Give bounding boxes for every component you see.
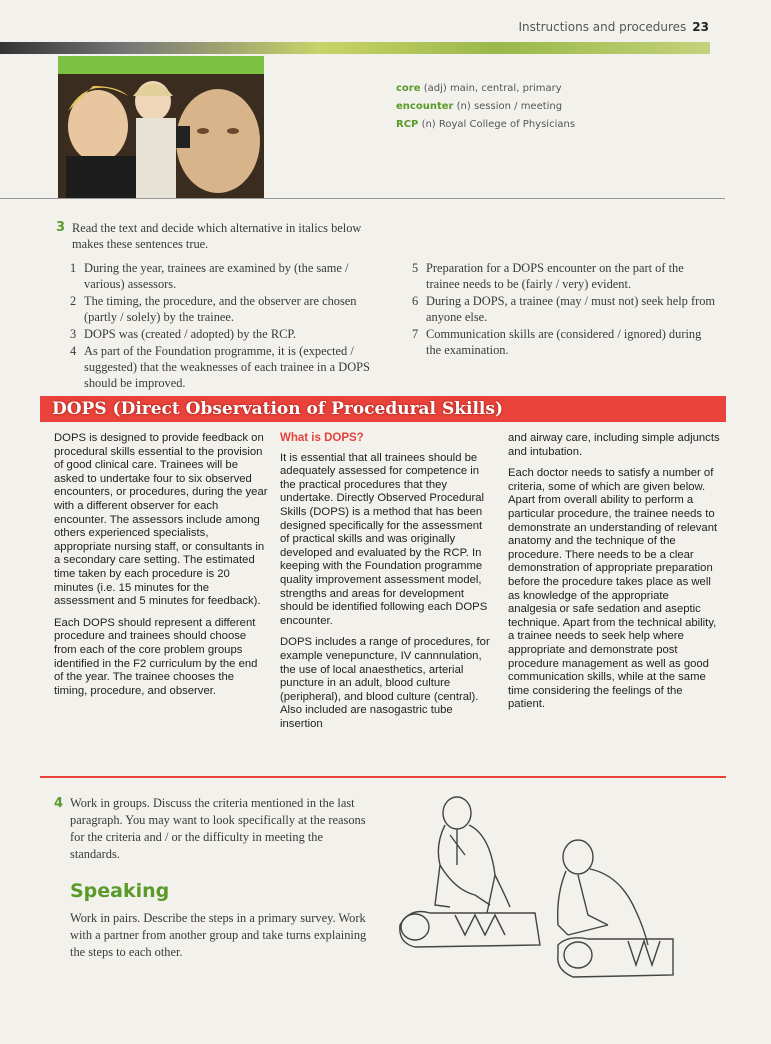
item-number: 7 bbox=[412, 327, 419, 341]
list-item bbox=[56, 326, 378, 342]
exercise-4 bbox=[54, 795, 374, 863]
list-item bbox=[398, 260, 716, 292]
item-number: 3 bbox=[70, 327, 77, 341]
item-number: 6 bbox=[412, 294, 419, 308]
item-text: Communication skills are (considered / ignored) during the examination. bbox=[426, 327, 702, 357]
dops-column-2 bbox=[280, 432, 494, 739]
paragraph: DOPS includes a range of procedures, for example venepuncture, IV cannnulation, the use of local anaesthetics, arterial puncture in an adult, blood culture (peripheral), and blood culture (central). Also included are nasogastric tube insertion bbox=[280, 636, 490, 730]
top-decorative-bar bbox=[0, 42, 710, 54]
paragraph: Each DOPS should represent a different procedure and trainees should choose from each of the core problem groups identified in the F2 curriculum by the end of the year. The trainee chooses the timing, procedure, and observer. bbox=[54, 616, 258, 697]
item-number: 4 bbox=[70, 344, 77, 358]
paragraph: and airway care, including simple adjuncts and intubation. bbox=[508, 432, 720, 458]
glossary-definition: (n) Royal College of Physicians bbox=[421, 119, 576, 130]
dops-banner-title: DOPS (Direct Observation of Procedural Skills) bbox=[52, 399, 503, 419]
exercise-number: 4 bbox=[54, 796, 64, 811]
training-photo bbox=[58, 56, 264, 198]
running-title: Instructions and procedures bbox=[518, 20, 687, 34]
list-item bbox=[398, 293, 716, 325]
speaking-heading: Speaking bbox=[70, 880, 170, 902]
exercise-3-items-right bbox=[398, 254, 716, 359]
item-text: DOPS was (created / adopted) by the RCP. bbox=[84, 327, 296, 341]
item-text: As part of the Foundation programme, it is (expected / suggested) that the weaknesses of each trainee in a DOPS should be improved. bbox=[84, 344, 370, 390]
item-text: Preparation for a DOPS encounter on the part of the trainee needs to be (fairly / very) evident. bbox=[426, 261, 684, 291]
item-number: 1 bbox=[70, 261, 77, 275]
exercise-instruction: Work in groups. Discuss the criteria mentioned in the last paragraph. You may want to look specifically at the reasons for the criteria and / or the difficulty in meeting the standards. bbox=[70, 796, 366, 861]
exercise-instruction: Read the text and decide which alternative in italics below makes these sentences true. bbox=[72, 221, 362, 251]
item-number: 2 bbox=[70, 294, 77, 308]
item-number: 5 bbox=[412, 261, 419, 275]
item-text: The timing, the procedure, and the observer are chosen (partly / solely) by the trainee. bbox=[84, 294, 357, 324]
glossary-term: encounter bbox=[396, 101, 454, 112]
trainees-with-manikin-image bbox=[58, 56, 264, 198]
primary-survey-illustration-airway bbox=[548, 835, 678, 980]
glossary-definition: (n) session / meeting bbox=[456, 101, 563, 112]
glossary-entry bbox=[396, 80, 575, 98]
page-number: 23 bbox=[692, 20, 709, 34]
running-header bbox=[518, 20, 709, 34]
paragraph: DOPS is designed to provide feedback on procedural skills essential to the provision of good clinical care. Trainees will be asked to undertake four to six observed encounters, or procedures, during the year with a different observer for each encounter. The assessors include among others experienced specialists, appropriate nursing staff, or consultants in a secondary care setting. The estimated time taken by each procedure is 20 minutes (i.e. 15 minutes for the assessment and 5 minutes for feedback). bbox=[54, 432, 268, 608]
dops-banner bbox=[40, 396, 726, 422]
exercise-number: 3 bbox=[56, 220, 66, 235]
list-item bbox=[56, 293, 378, 325]
list-item bbox=[398, 326, 716, 358]
glossary-entry bbox=[396, 98, 575, 116]
paragraph: Each doctor needs to satisfy a number of criteria, some of which are given below. Apart from overall ability to perform a particular procedure, the trainee needs to demonstrate an understanding of relevant anatomy and the technique of the procedure. There needs to be a clear demonstration of appropriate preparation before the procedure takes place as well as knowledge of the appropriate analgesia or safe sedation and aseptic technique. Apart from the technical ability, a trainee needs to seek help where appropriate and demonstrate post procedure management as well as good communication skills, while at the same time considering the feelings of the patient. bbox=[508, 467, 718, 711]
glossary bbox=[396, 80, 575, 134]
list-item bbox=[56, 343, 378, 391]
glossary-definition: (adj) main, central, primary bbox=[423, 83, 562, 94]
exercise-3-instruction bbox=[56, 220, 376, 252]
item-text: During the year, trainees are examined by (the same / various) assessors. bbox=[84, 261, 349, 291]
dops-column-3 bbox=[508, 432, 720, 720]
primary-survey-illustration-chest bbox=[395, 795, 545, 960]
paragraph: It is essential that all trainees should be adequately assessed for competence in the practical procedures that they undertake. Directly Observed Procedural Skills (DOPS) is a method that has been designed specifically for the assessment of practical skills and was originally developed and evaluated by the RCP. In keeping with the Foundation programme quality improvement assessment model, strengths and areas for development should be identified following each DOPS encounter. bbox=[280, 451, 488, 627]
glossary-term: core bbox=[396, 83, 421, 94]
dops-subheading: What is DOPS? bbox=[280, 432, 364, 444]
section-divider bbox=[0, 198, 725, 199]
dops-bottom-rule bbox=[40, 776, 726, 778]
dops-column-1 bbox=[54, 432, 268, 706]
glossary-entry bbox=[396, 116, 575, 134]
item-text: During a DOPS, a trainee (may / must not) seek help from anyone else. bbox=[426, 294, 716, 324]
exercise-3-items-left bbox=[56, 254, 378, 392]
glossary-term: RCP bbox=[396, 119, 419, 130]
list-item bbox=[56, 260, 378, 292]
speaking-instruction: Work in pairs. Describe the steps in a primary survey. Work with a partner from another group and take turns explaining the steps to each other. bbox=[70, 911, 367, 959]
